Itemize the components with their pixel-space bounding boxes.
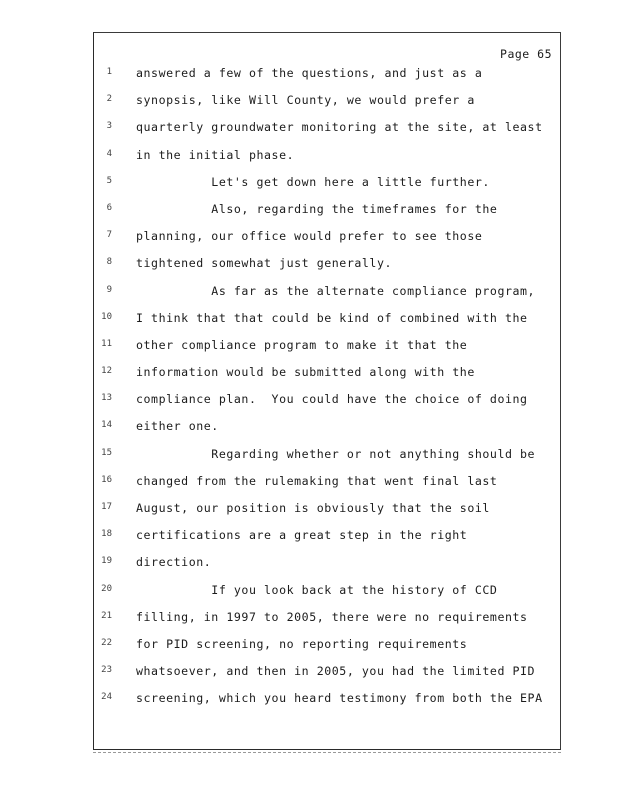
line-text: Let's get down here a little further.	[136, 174, 490, 189]
transcript-line	[94, 659, 560, 686]
transcript-line	[94, 442, 560, 469]
line-number: 21	[101, 610, 112, 621]
line-text: compliance plan. You could have the choice of doing	[136, 392, 528, 407]
transcript-line	[94, 578, 560, 605]
line-text: planning, our office would prefer to see those	[136, 229, 483, 244]
line-number: 12	[101, 366, 112, 377]
line-number: 24	[101, 692, 112, 703]
transcript-line	[94, 170, 560, 197]
transcript-line	[94, 306, 560, 333]
line-number: 15	[101, 447, 112, 458]
line-number: 19	[101, 556, 112, 567]
line-text: tightened somewhat just generally.	[136, 256, 393, 271]
line-text: for PID screening, no reporting requirements	[136, 636, 468, 651]
line-text: other compliance program to make it that the	[136, 337, 468, 352]
line-number: 16	[101, 474, 112, 485]
transcript-line	[94, 115, 560, 142]
line-number: 6	[106, 202, 112, 213]
line-text: Also, regarding the timeframes for the	[136, 201, 498, 216]
transcript-line	[94, 279, 560, 306]
line-text: in the initial phase.	[136, 147, 295, 162]
line-number: 14	[101, 420, 112, 431]
line-text: As far as the alternate compliance program,	[136, 283, 536, 298]
line-number: 3	[106, 121, 112, 132]
transcript-line	[94, 61, 560, 88]
line-text: certifications are a great step in the right	[136, 528, 468, 543]
transcript-line	[94, 88, 560, 115]
transcript-lines	[94, 61, 560, 714]
line-text: whatsoever, and then in 2005, you had the limited PID	[136, 664, 536, 679]
transcript-line	[94, 496, 560, 523]
transcript-line	[94, 632, 560, 659]
line-text: changed from the rulemaking that went final last	[136, 473, 498, 488]
line-number: 20	[101, 583, 112, 594]
transcript-line	[94, 333, 560, 360]
line-number: 17	[101, 502, 112, 512]
line-text: August, our position is obviously that the soil	[136, 501, 490, 515]
transcript-line	[94, 469, 560, 496]
transcript-line	[94, 251, 560, 278]
line-text: Regarding whether or not anything should be	[136, 446, 536, 461]
line-text: screening, which you heard testimony from both the EPA	[136, 691, 543, 706]
line-text: synopsis, like Will County, we would prefer a	[136, 93, 475, 108]
line-number: 8	[106, 257, 112, 268]
line-number: 4	[106, 148, 112, 159]
line-number: 2	[106, 94, 112, 105]
line-number: 23	[101, 665, 112, 676]
line-text: quarterly groundwater monitoring at the site, at least	[136, 120, 543, 135]
line-text: information would be submitted along with the	[136, 365, 475, 380]
transcript-line	[94, 197, 560, 224]
transcript-line	[94, 387, 560, 414]
transcript-line	[94, 414, 560, 441]
line-text: I think that that could be kind of combined with the	[136, 310, 528, 325]
line-number: 11	[101, 338, 112, 349]
transcript-line	[94, 224, 560, 251]
transcript-page	[93, 32, 561, 750]
line-text: If you look back at the history of CCD	[136, 582, 498, 597]
line-text: answered a few of the questions, and just as a	[136, 66, 483, 80]
transcript-line	[94, 143, 560, 170]
line-number: 5	[106, 175, 112, 186]
line-number: 13	[101, 393, 112, 404]
transcript-line	[94, 360, 560, 387]
line-text: either one.	[136, 419, 219, 434]
page-number: Page 65	[500, 47, 552, 61]
transcript-line	[94, 550, 560, 577]
transcript-line	[94, 686, 560, 713]
line-number: 22	[101, 637, 112, 648]
page-bottom-rule	[93, 752, 561, 753]
line-text: direction.	[136, 555, 212, 570]
line-number: 18	[101, 529, 112, 540]
line-number: 7	[106, 230, 112, 241]
transcript-line	[94, 605, 560, 632]
transcript-line	[94, 523, 560, 550]
line-number: 9	[106, 284, 112, 295]
line-text: filling, in 1997 to 2005, there were no requirements	[136, 609, 528, 624]
line-number: 10	[101, 311, 112, 322]
line-number: 1	[106, 67, 112, 77]
